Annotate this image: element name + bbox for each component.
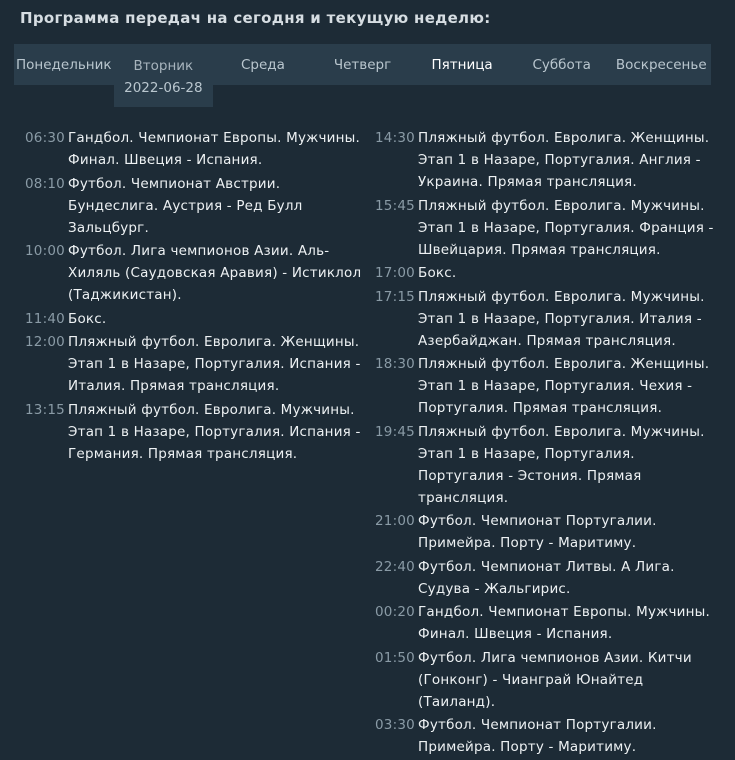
schedule-item: [375, 127, 720, 193]
schedule-time: 22:40: [375, 558, 415, 575]
schedule-item: [375, 353, 720, 419]
schedule-text: Бокс.: [418, 265, 457, 281]
schedule-item: [375, 647, 720, 713]
schedule-item: [25, 308, 365, 330]
schedule-item: [375, 510, 720, 554]
schedule-left-column: [25, 127, 365, 466]
tab-tuesday-label: Вторник: [133, 58, 194, 74]
schedule-text: Футбол. Лига чемпионов Азии. Аль-Хиляль (Саудовская Аравия) - Истиклол (Таджикистан).: [68, 243, 362, 303]
schedule-text: Футбол. Чемпионат Португалии. Примейра. Порту - Маритиму.: [418, 717, 657, 755]
schedule-time: 06:30: [25, 130, 65, 146]
schedule-time: 21:00: [375, 513, 415, 529]
page-title: Программа передач на сегодня и текущую неделю:: [20, 9, 491, 27]
schedule-text: Пляжный футбол. Евролига. Женщины. Этап 1 в Назаре, Португалия. Испания - Италия. Прямая трансляция.: [68, 334, 361, 394]
schedule-text: Пляжный футбол. Евролига. Женщины. Этап 1 в Назаре, Португалия. Англия - Украина. Прямая трансляция.: [418, 130, 710, 190]
schedule-text: Пляжный футбол. Евролига. Мужчины. Этап 1 в Назаре, Португалия. Испания - Германия. Прямая трансляция.: [68, 401, 361, 462]
tab-monday[interactable]: Понедельник: [16, 57, 112, 73]
schedule-time: 10:00: [25, 243, 65, 259]
schedule-text: Пляжный футбол. Евролига. Мужчины. Этап 1 в Назаре, Португалия. Франция - Швейцария. Прямая трансляция.: [418, 197, 714, 258]
schedule-item: [25, 399, 365, 465]
tab-friday[interactable]: Пятница: [431, 57, 493, 73]
schedule-item: [375, 195, 720, 261]
schedule-item: [375, 421, 720, 509]
schedule-text: Бокс.: [68, 310, 107, 327]
tab-saturday[interactable]: Суббота: [532, 57, 591, 73]
schedule-time: 00:20: [375, 604, 415, 620]
tab-wednesday[interactable]: Среда: [240, 57, 285, 73]
schedule-time: 18:30: [375, 356, 415, 372]
schedule-text: Пляжный футбол. Евролига. Женщины. Этап 1 в Назаре, Португалия. Чехия - Португалия. Прямая трансляция.: [418, 356, 710, 416]
schedule-item: [25, 331, 365, 397]
schedule-item: [375, 286, 720, 352]
schedule-text: Гандбол. Чемпионат Европы. Мужчины. Финал. Швеция - Испания.: [68, 130, 361, 168]
schedule-text: Футбол. Чемпионат Португалии. Примейра. Порту - Маритиму.: [418, 513, 657, 551]
schedule-time: 03:30: [375, 717, 415, 733]
schedule-item: [375, 601, 720, 645]
schedule-item: [25, 127, 365, 171]
schedule-time: 13:15: [25, 401, 65, 418]
schedule-time: 01:50: [375, 649, 415, 666]
schedule-item: [375, 556, 720, 600]
day-tabs: [14, 44, 711, 96]
schedule-text: Футбол. Чемпионат Австрии. Бундеслига. Аустрия - Ред Булл Зальцбург.: [68, 175, 303, 236]
schedule-time: 17:00: [375, 265, 415, 281]
schedule-time: 11:40: [25, 310, 65, 327]
schedule-item: [375, 262, 720, 284]
schedule-time: 14:30: [375, 130, 415, 146]
schedule-item: [25, 240, 365, 306]
schedule-text: Футбол. Чемпионат Литвы. А Лига. Судува - Жальгирис.: [418, 558, 675, 597]
schedule-text: Пляжный футбол. Евролига. Мужчины. Этап 1 в Назаре, Португалия. Португалия - Эстония. Прямая трансляция.: [418, 423, 705, 506]
schedule-text: Пляжный футбол. Евролига. Мужчины. Этап 1 в Назаре, Португалия. Италия - Азербайджан. Прямая трансляция.: [418, 288, 705, 349]
tab-tuesday-date: 2022-06-28: [114, 85, 214, 107]
schedule-time: 17:15: [375, 288, 415, 305]
tab-tuesday[interactable]: [114, 44, 214, 96]
schedule-time: 08:10: [25, 175, 65, 192]
tab-sunday[interactable]: Воскресенье: [615, 57, 707, 73]
schedule-item: [375, 714, 720, 758]
schedule-text: Гандбол. Чемпионат Европы. Мужчины. Финал. Швеция - Испания.: [418, 604, 711, 642]
tab-thursday[interactable]: Четверг: [333, 57, 392, 73]
schedule-item: [25, 173, 365, 239]
schedule-time: 15:45: [375, 197, 415, 214]
schedule-right-column: [375, 127, 720, 760]
schedule-time: 12:00: [25, 334, 65, 350]
schedule-time: 19:45: [375, 423, 415, 440]
schedule-text: Футбол. Лига чемпионов Азии. Китчи (Гонконг) - Чианграй Юнайтед (Таиланд).: [418, 649, 692, 710]
